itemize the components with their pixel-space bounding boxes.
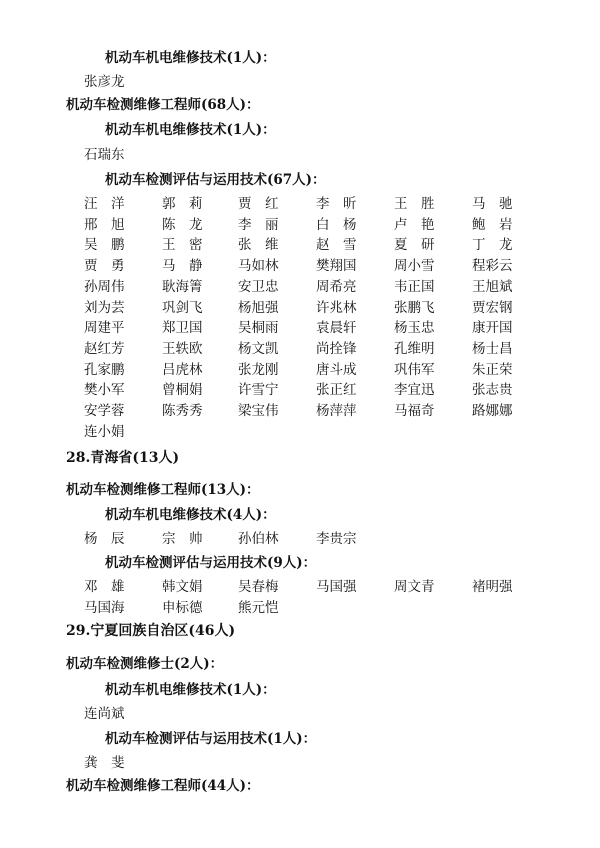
person-name: 马福奇 — [394, 403, 435, 419]
subcategory-heading: 机动车检测评估与运用技术(67人)： — [105, 172, 326, 188]
person-name: 巩剑飞 — [162, 299, 203, 316]
person-name: 邓 雄 — [84, 579, 125, 595]
person-name: 马国海 — [84, 599, 125, 616]
person-name: 周建平 — [84, 320, 125, 337]
person-name: 赵 雪 — [316, 237, 357, 254]
person-name: 王旭斌 — [472, 278, 513, 295]
person-name: 王 胜 — [394, 196, 435, 212]
category-heading: 机动车检测维修工程师(44人)： — [66, 778, 260, 794]
person-name: 夏 研 — [394, 237, 435, 254]
person-name: 唐斗成 — [316, 361, 357, 378]
person-name: 张龙刚 — [238, 361, 279, 378]
person-name: 张志贵 — [472, 382, 513, 399]
person-name: 张 维 — [238, 237, 279, 254]
name-list: 张彦龙 — [84, 74, 125, 90]
person-name: 巩伟军 — [394, 361, 435, 378]
person-name: 吴桐雨 — [238, 320, 279, 337]
person-name: 白 杨 — [316, 216, 357, 233]
person-name: 杨文凯 — [238, 340, 279, 357]
person-name: 路娜娜 — [472, 403, 513, 419]
person-name: 贾 红 — [238, 196, 279, 212]
person-name: 朱正荣 — [472, 361, 513, 378]
person-name: 梁宝伟 — [238, 403, 279, 419]
person-name: 卢 艳 — [394, 216, 435, 233]
subcategory-heading: 机动车机电维修技术(4人)： — [105, 507, 276, 523]
subcategory-heading: 机动车机电维修技术(1人)： — [105, 122, 276, 138]
person-name: 宗 帅 — [162, 531, 203, 547]
category-heading: 机动车检测维修工程师(13人)： — [66, 482, 260, 498]
person-name: 孙伯林 — [238, 531, 279, 547]
person-name: 丁 龙 — [472, 237, 513, 254]
person-name: 康开国 — [472, 320, 513, 337]
person-name: 韩文娟 — [162, 579, 203, 595]
person-name: 连小娟 — [84, 423, 125, 440]
person-name: 李 丽 — [238, 216, 279, 233]
person-name: 耿海箐 — [162, 278, 203, 295]
person-name: 李 昕 — [316, 196, 357, 212]
person-name: 贾宏钢 — [472, 299, 513, 316]
person-name: 樊翔国 — [316, 258, 357, 275]
person-name: 张鹏飞 — [394, 299, 435, 316]
person-name: 邢 旭 — [84, 216, 125, 233]
person-name: 许兆林 — [316, 299, 357, 316]
person-name: 韦正国 — [394, 278, 435, 295]
province-heading: 28.青海省(13人) — [66, 450, 180, 466]
person-name: 曾桐娟 — [162, 382, 203, 399]
person-name: 许雪宁 — [238, 382, 279, 399]
name-list: 连尚斌 — [84, 706, 125, 722]
person-name: 贾 勇 — [84, 258, 125, 275]
person-name: 郑卫国 — [162, 320, 203, 337]
person-name: 刘为芸 — [84, 299, 125, 316]
person-name: 张正红 — [316, 382, 357, 399]
person-name: 杨士昌 — [472, 340, 513, 357]
person-name: 杨 辰 — [84, 531, 125, 547]
person-name: 赵红芳 — [84, 340, 125, 357]
person-name: 袁晨轩 — [316, 320, 357, 337]
person-name: 郭 莉 — [162, 196, 203, 212]
person-name: 樊小军 — [84, 382, 125, 399]
category-heading: 机动车检测维修工程师(68人)： — [66, 97, 260, 113]
person-name: 吴春梅 — [238, 579, 279, 595]
subcategory-heading: 机动车机电维修技术(1人)： — [105, 682, 276, 698]
person-name: 王 密 — [162, 237, 203, 254]
person-name: 李宜迅 — [394, 382, 435, 399]
person-name: 周文青 — [394, 579, 435, 595]
name-list: 龚 斐 — [84, 755, 125, 771]
person-name: 陈 龙 — [162, 216, 203, 233]
person-name: 褚明强 — [472, 579, 513, 595]
person-name: 尚拴锋 — [316, 340, 357, 357]
category-heading: 机动车检测维修士(2人)： — [66, 656, 224, 672]
person-name: 马如林 — [238, 258, 279, 275]
person-name: 安卫忠 — [238, 278, 279, 295]
person-name: 马国强 — [316, 579, 357, 595]
person-name: 熊元恺 — [238, 599, 279, 616]
person-name: 孔家鹏 — [84, 361, 125, 378]
person-name: 汪 洋 — [84, 196, 125, 212]
person-name: 周希亮 — [316, 278, 357, 295]
person-name: 孔维明 — [394, 340, 435, 357]
person-name: 周小雪 — [394, 258, 435, 275]
person-name: 王轶欧 — [162, 340, 203, 357]
province-heading: 29.宁夏回族自治区(46人) — [66, 623, 236, 639]
name-list: 石瑞东 — [84, 147, 125, 163]
person-name: 吴 鹏 — [84, 237, 125, 254]
person-name: 杨玉忠 — [394, 320, 435, 337]
subcategory-heading: 机动车检测评估与运用技术(9人)： — [105, 555, 317, 571]
person-name: 李贵宗 — [316, 531, 357, 547]
person-name: 安学蓉 — [84, 403, 125, 419]
person-name: 马 静 — [162, 258, 203, 275]
subcategory-heading: 机动车检测评估与运用技术(1人)： — [105, 731, 317, 747]
person-name: 申标德 — [162, 599, 203, 616]
subcategory-heading: 机动车机电维修技术(1人)： — [105, 50, 276, 66]
person-name: 杨萍萍 — [316, 403, 357, 419]
person-name: 陈秀秀 — [162, 403, 203, 419]
person-name: 程彩云 — [472, 258, 513, 275]
person-name: 鲍 岩 — [472, 216, 513, 233]
person-name: 马 驰 — [472, 196, 513, 212]
person-name: 吕虎林 — [162, 361, 203, 378]
person-name: 杨旭强 — [238, 299, 279, 316]
person-name: 孙周伟 — [84, 278, 125, 295]
